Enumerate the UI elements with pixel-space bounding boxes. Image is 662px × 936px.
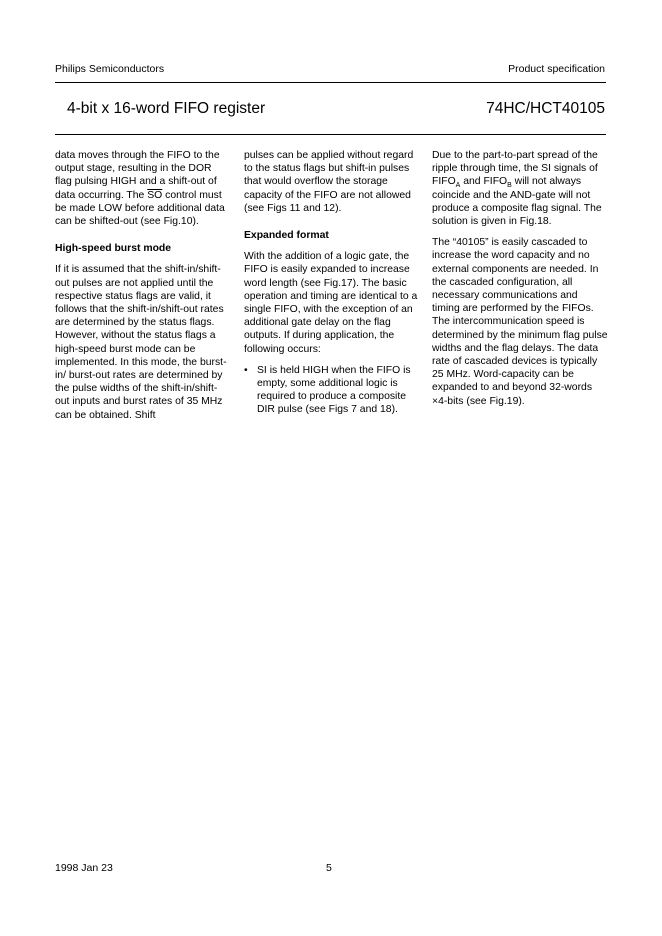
paragraph: pulses can be applied without regard to the status flags but shift-in pulses that would overflow the storage capacity of the FIFO are not allowed (see Figs 11 and 12). (244, 150, 414, 214)
paragraph: If it is assumed that the shift-in/shift-out pulses are not applied until the respective status flags are valid, it follows that the shift-in/shift-out rates are determined by the status flags. However, without the status flags a high-speed burst mode can be implemented. In this mode, the burst-in/ burst-out rates are determined by the pulse widths of the shift-in/shift-out inputs and burst rates of 35 MHz can be obtained. Shift (55, 264, 227, 421)
paragraph: The “40105” is easily cascaded to increase the word capacity and no external components are needed. In the cascaded configuration, all necessary communications and timing are performed by the FIFOs. The intercommunication speed is determined by the minimum flag pulse widths and the flag delays. The data rate of cascaded devices is typically 25 MHz. Word-capacity can be expanded to and beyond 32-words ×4-bits (see Fig.19). (432, 237, 608, 407)
paragraph: data moves through the FIFO to the output stage, resulting in the DOR flag pulsing HIGH and a shift-out of data occurring. The $\overline{SO}$ control must be made LOW before additional data can be shifted-out (see Fig.10). (55, 150, 225, 228)
bullet-text: SI is held HIGH when the FIFO is empty, some additional logic is required to produce a composite DIR pulse (see Figs 7 and 18). (257, 364, 411, 416)
paragraph: Due to the part-to-part spread of the ripple through time, the SI signals of $FIFO_A$ and $FIFO_B$ will not always coincide and the AND-gate will not produce a composite flag signal. The solution is given in Fig.18. (432, 150, 602, 228)
list-item (244, 364, 420, 417)
section-heading-burst-mode: High-speed burst mode (55, 243, 172, 255)
title-rule (55, 134, 606, 135)
text-column-1 (55, 149, 231, 430)
text-column-2 (244, 149, 420, 417)
header-rule (55, 82, 606, 83)
text-column-3 (432, 149, 608, 416)
footer-date: 1998 Jan 23 (55, 862, 113, 874)
bullet-mark: • (244, 364, 248, 376)
paragraph: With the addition of a logic gate, the FIFO is easily expanded to increase word length (see Fig.17). The basic operation and timing are identical to a single FIFO, with the exception of an additional gate delay on the flag outputs. If during application, the following occurs: (244, 251, 418, 355)
part-number: 74HC/HCT40105 (486, 100, 605, 117)
company-name: Philips Semiconductors (55, 63, 165, 75)
document-type: Product specification (508, 63, 605, 75)
page-number: 5 (326, 862, 332, 874)
so-signal: $\overline{SO}$ (147, 189, 163, 201)
page-title: 4-bit x 16-word FIFO register (67, 100, 266, 117)
section-heading-expanded-format: Expanded format (244, 230, 329, 242)
